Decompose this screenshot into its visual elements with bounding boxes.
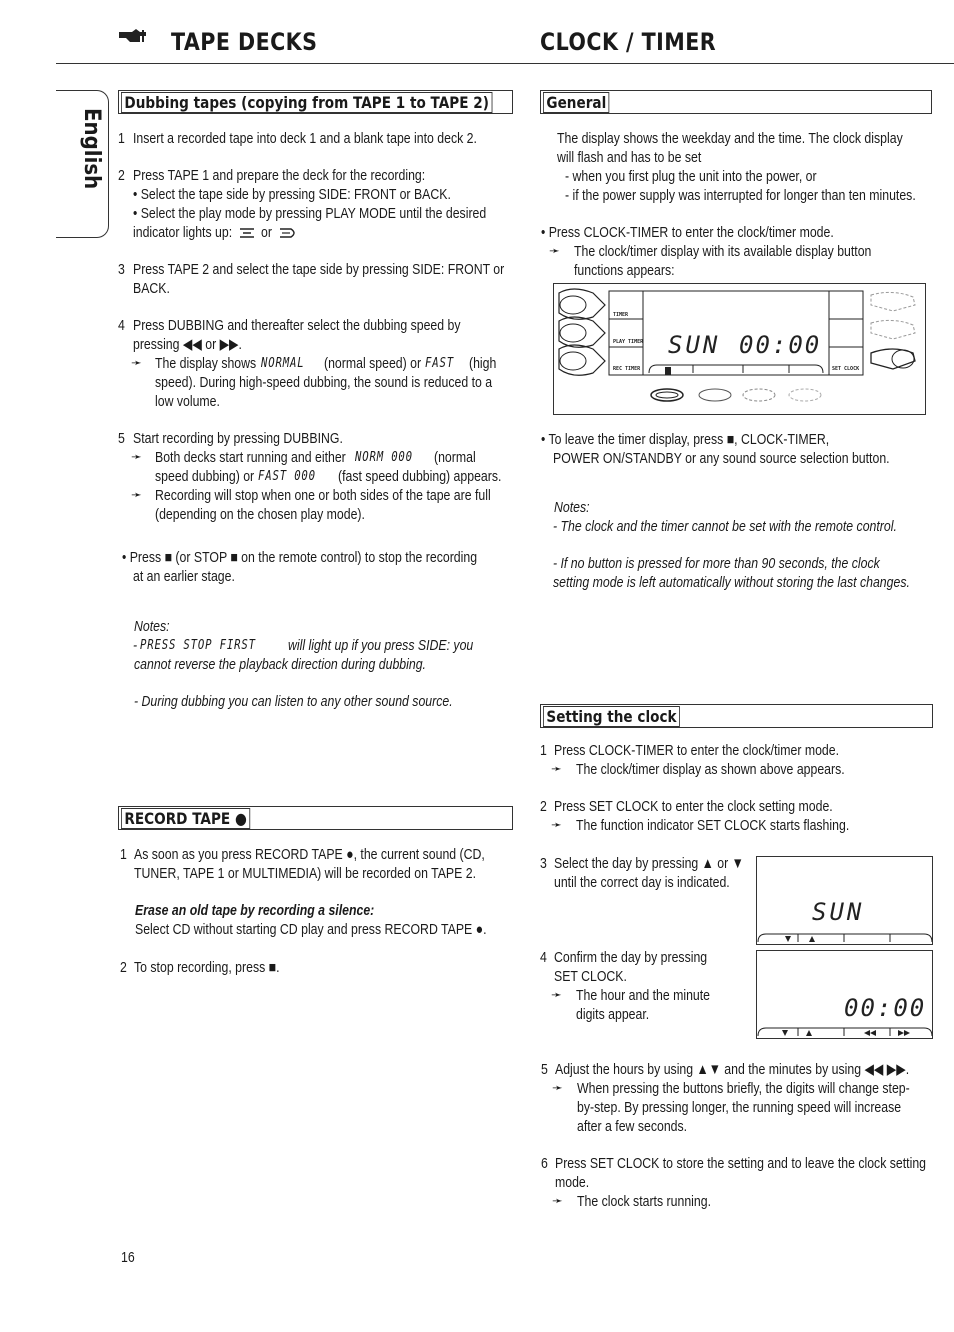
record-step-2: To stop recording, press ■. <box>134 959 280 976</box>
play-mode-both-sides-icon <box>279 226 299 238</box>
setting-step-3b: until the correct day is indicated. <box>554 874 730 891</box>
dubbing-step-5-result-a: Both decks start running and either <box>155 449 346 466</box>
general-notes-label: Notes: <box>554 499 590 516</box>
display-label-play-timer: PLAY TIMER <box>613 339 644 345</box>
setting-section-box <box>540 704 933 728</box>
record-section-box <box>118 806 513 830</box>
dubbing-step-3a: Press TAPE 2 and select the tape side by pressing SIDE: FRONT or <box>133 261 505 278</box>
record-step-1b: TUNER, TAPE 1 or MULTIMEDIA) will be recorded on TAPE 2. <box>134 865 477 882</box>
lcd-day: SUN <box>812 898 865 926</box>
setting-step-6b: mode. <box>555 1174 590 1191</box>
general-leave-a: • To leave the timer display, press ■, CLOCK-TIMER, <box>541 431 830 448</box>
dubbing-step-5-result-2a: speed dubbing) or <box>155 468 255 485</box>
dubbing-step-1: Insert a recorded tape into deck 1 and a blank tape into deck 2. <box>133 130 477 147</box>
setting-step-5-result-3: after a few seconds. <box>577 1118 688 1135</box>
result-arrow-icon: ➛ <box>549 244 560 259</box>
display-label-set-clock: SET CLOCK <box>832 366 860 372</box>
dubbing-step-4-result-b: (normal speed) or <box>324 355 422 372</box>
step-number: 1 <box>120 846 127 863</box>
setting-step-2: Press SET CLOCK to enter the clock setting mode. <box>554 798 833 815</box>
dubbing-notes-label: Notes: <box>134 618 170 635</box>
setting-step-5: Adjust the hours by using ▲▼ and the minutes by using ◀◀ ▶▶. <box>555 1061 910 1078</box>
result-arrow-icon: ➛ <box>131 488 142 503</box>
erase-text: Select CD without starting CD play and press RECORD TAPE ●. <box>135 921 487 938</box>
dubbing-step-2: Press TAPE 1 and prepare the deck for the recording: <box>133 167 426 184</box>
language-tab-label: English <box>79 108 104 190</box>
lcd-norm-text: NORM 000 <box>355 450 413 465</box>
pointing-hand-icon <box>118 28 148 46</box>
general-p4: - if the power supply was interrupted for longer than ten minutes. <box>565 187 916 204</box>
dubbing-note-1b: cannot reverse the playback direction during dubbing. <box>134 656 426 673</box>
step-number: 3 <box>118 261 125 278</box>
display-label-rec-timer: REC TIMER <box>613 366 641 372</box>
dubbing-step-2-bullet-2b: indicator lights up: <box>133 224 233 241</box>
display-time: 00:00 <box>739 331 822 359</box>
note-dash: - <box>133 637 138 654</box>
dubbing-step-2-or: or <box>261 224 272 241</box>
setting-step-1-result: The clock/timer display as shown above appears. <box>576 761 845 778</box>
header-rule <box>56 63 954 64</box>
record-step-1a: As soon as you press RECORD TAPE ●, the current sound (CD, <box>134 846 485 863</box>
time-display-illustration <box>756 950 934 1040</box>
setting-step-6-result: The clock starts running. <box>577 1193 711 1210</box>
step-number: 2 <box>118 167 125 184</box>
dubbing-step-2-bullet-2: • Select the play mode by pressing PLAY MODE until the desired <box>133 205 487 222</box>
setting-section-title: Setting the clock <box>543 706 680 727</box>
result-arrow-icon: ➛ <box>131 356 142 371</box>
step-number: 1 <box>540 742 547 759</box>
lcd-normal-text: NORMAL <box>261 356 305 371</box>
dubbing-step-2-bullet-1: • Select the tape side by pressing SIDE: FRONT or BACK. <box>133 186 451 203</box>
step-number: 2 <box>540 798 547 815</box>
general-result-2: functions appears: <box>574 262 675 279</box>
dubbing-step-5-result-2b: (fast speed dubbing) appears. <box>338 468 502 485</box>
general-section-box <box>540 90 932 114</box>
setting-step-5-result-1: When pressing the buttons briefly, the digits will change step- <box>577 1080 910 1097</box>
dubbing-section-title: Dubbing tapes (copying from TAPE 1 to TAPE 2) <box>121 92 492 113</box>
setting-step-1: Press CLOCK-TIMER to enter the clock/timer mode. <box>554 742 840 759</box>
section-header-tape-decks: TAPE DECKS <box>171 28 318 56</box>
general-p2: will flash and has to be set <box>557 149 702 166</box>
dubbing-step-5-result-4: (depending on the chosen play mode). <box>155 506 365 523</box>
step-number: 5 <box>118 430 125 447</box>
lcd-fast-count-text: FAST 000 <box>258 469 316 484</box>
step-number: 1 <box>118 130 125 147</box>
setting-step-4-result-2: digits appear. <box>576 1006 650 1023</box>
lcd-time: 00:00 <box>844 994 927 1022</box>
setting-step-4b: SET CLOCK. <box>554 968 627 985</box>
clock-timer-display-illustration <box>553 283 926 415</box>
setting-step-3a: Select the day by pressing ▲ or ▼ <box>554 855 744 872</box>
general-bullet-1: • Press CLOCK-TIMER to enter the clock/timer mode. <box>541 224 834 241</box>
display-day: SUN <box>668 331 721 359</box>
setting-step-5-result-2: by-step. By pressing longer, the running speed will increase <box>577 1099 902 1116</box>
general-p1: The display shows the weekday and the time. The clock display <box>557 130 903 147</box>
lcd-press-stop-first-text: PRESS STOP FIRST <box>140 638 256 653</box>
display-label-timer: TIMER <box>613 312 629 318</box>
dubbing-stop-b: at an earlier stage. <box>133 568 235 585</box>
general-note-1: - The clock and the timer cannot be set with the remote control. <box>553 518 897 535</box>
dubbing-note-1a: will light up if you press SIDE: you <box>288 637 474 654</box>
step-number: 2 <box>120 959 127 976</box>
play-mode-one-side-icon <box>239 226 255 238</box>
dubbing-step-5: Start recording by pressing DUBBING. <box>133 430 343 447</box>
general-section-title: General <box>543 92 610 113</box>
erase-title: Erase an old tape by recording a silence: <box>135 902 375 919</box>
result-arrow-icon: ➛ <box>551 818 562 833</box>
dubbing-section-box <box>118 90 513 114</box>
dubbing-step-4a: Press DUBBING and thereafter select the dubbing speed by <box>133 317 461 334</box>
dubbing-step-4-result-3: low volume. <box>155 393 220 410</box>
section-header-clock-timer: CLOCK / TIMER <box>540 28 717 56</box>
step-number: 3 <box>540 855 547 872</box>
setting-step-4-result-1: The hour and the minute <box>576 987 711 1004</box>
lcd-fast-text: FAST <box>425 356 454 371</box>
dubbing-note-2: - During dubbing you can listen to any other sound source. <box>134 693 453 710</box>
dubbing-step-5-result-b: (normal <box>434 449 476 466</box>
day-display-illustration <box>756 856 934 946</box>
result-arrow-icon: ➛ <box>552 1081 563 1096</box>
dubbing-stop-a: • Press ■ (or STOP ■ on the remote control) to stop the recording <box>122 549 478 566</box>
dubbing-step-3b: BACK. <box>133 280 170 297</box>
general-note-2b: setting mode is left automatically without storing the last changes. <box>553 574 910 591</box>
dubbing-step-4-result-a: The display shows <box>155 355 257 372</box>
record-section-title: RECORD TAPE ● <box>121 808 250 829</box>
setting-step-4a: Confirm the day by pressing <box>554 949 708 966</box>
step-number: 5 <box>541 1061 548 1078</box>
page-number: 16 <box>121 1249 135 1266</box>
step-number: 4 <box>118 317 125 334</box>
dubbing-step-4-result-2: speed). During high-speed dubbing, the sound is reduced to a <box>155 374 493 391</box>
general-note-2a: - If no button is pressed for more than 90 seconds, the clock <box>553 555 880 572</box>
result-arrow-icon: ➛ <box>551 988 562 1003</box>
dubbing-step-5-result-3: Recording will stop when one or both sides of the tape are full <box>155 487 491 504</box>
dubbing-step-4b: pressing ◀◀ or ▶▶. <box>133 336 242 353</box>
result-arrow-icon: ➛ <box>551 762 562 777</box>
dubbing-step-4-result-c: (high <box>469 355 497 372</box>
general-leave-b: POWER ON/STANDBY or any sound source selection button. <box>553 450 890 467</box>
setting-step-2-result: The function indicator SET CLOCK starts flashing. <box>576 817 850 834</box>
setting-step-6a: Press SET CLOCK to store the setting and to leave the clock setting <box>555 1155 927 1172</box>
general-result-1: The clock/timer display with its available display button <box>574 243 872 260</box>
step-number: 4 <box>540 949 547 966</box>
result-arrow-icon: ➛ <box>552 1194 563 1209</box>
result-arrow-icon: ➛ <box>131 450 142 465</box>
step-number: 6 <box>541 1155 548 1172</box>
general-p3: - when you first plug the unit into the power, or <box>565 168 817 185</box>
